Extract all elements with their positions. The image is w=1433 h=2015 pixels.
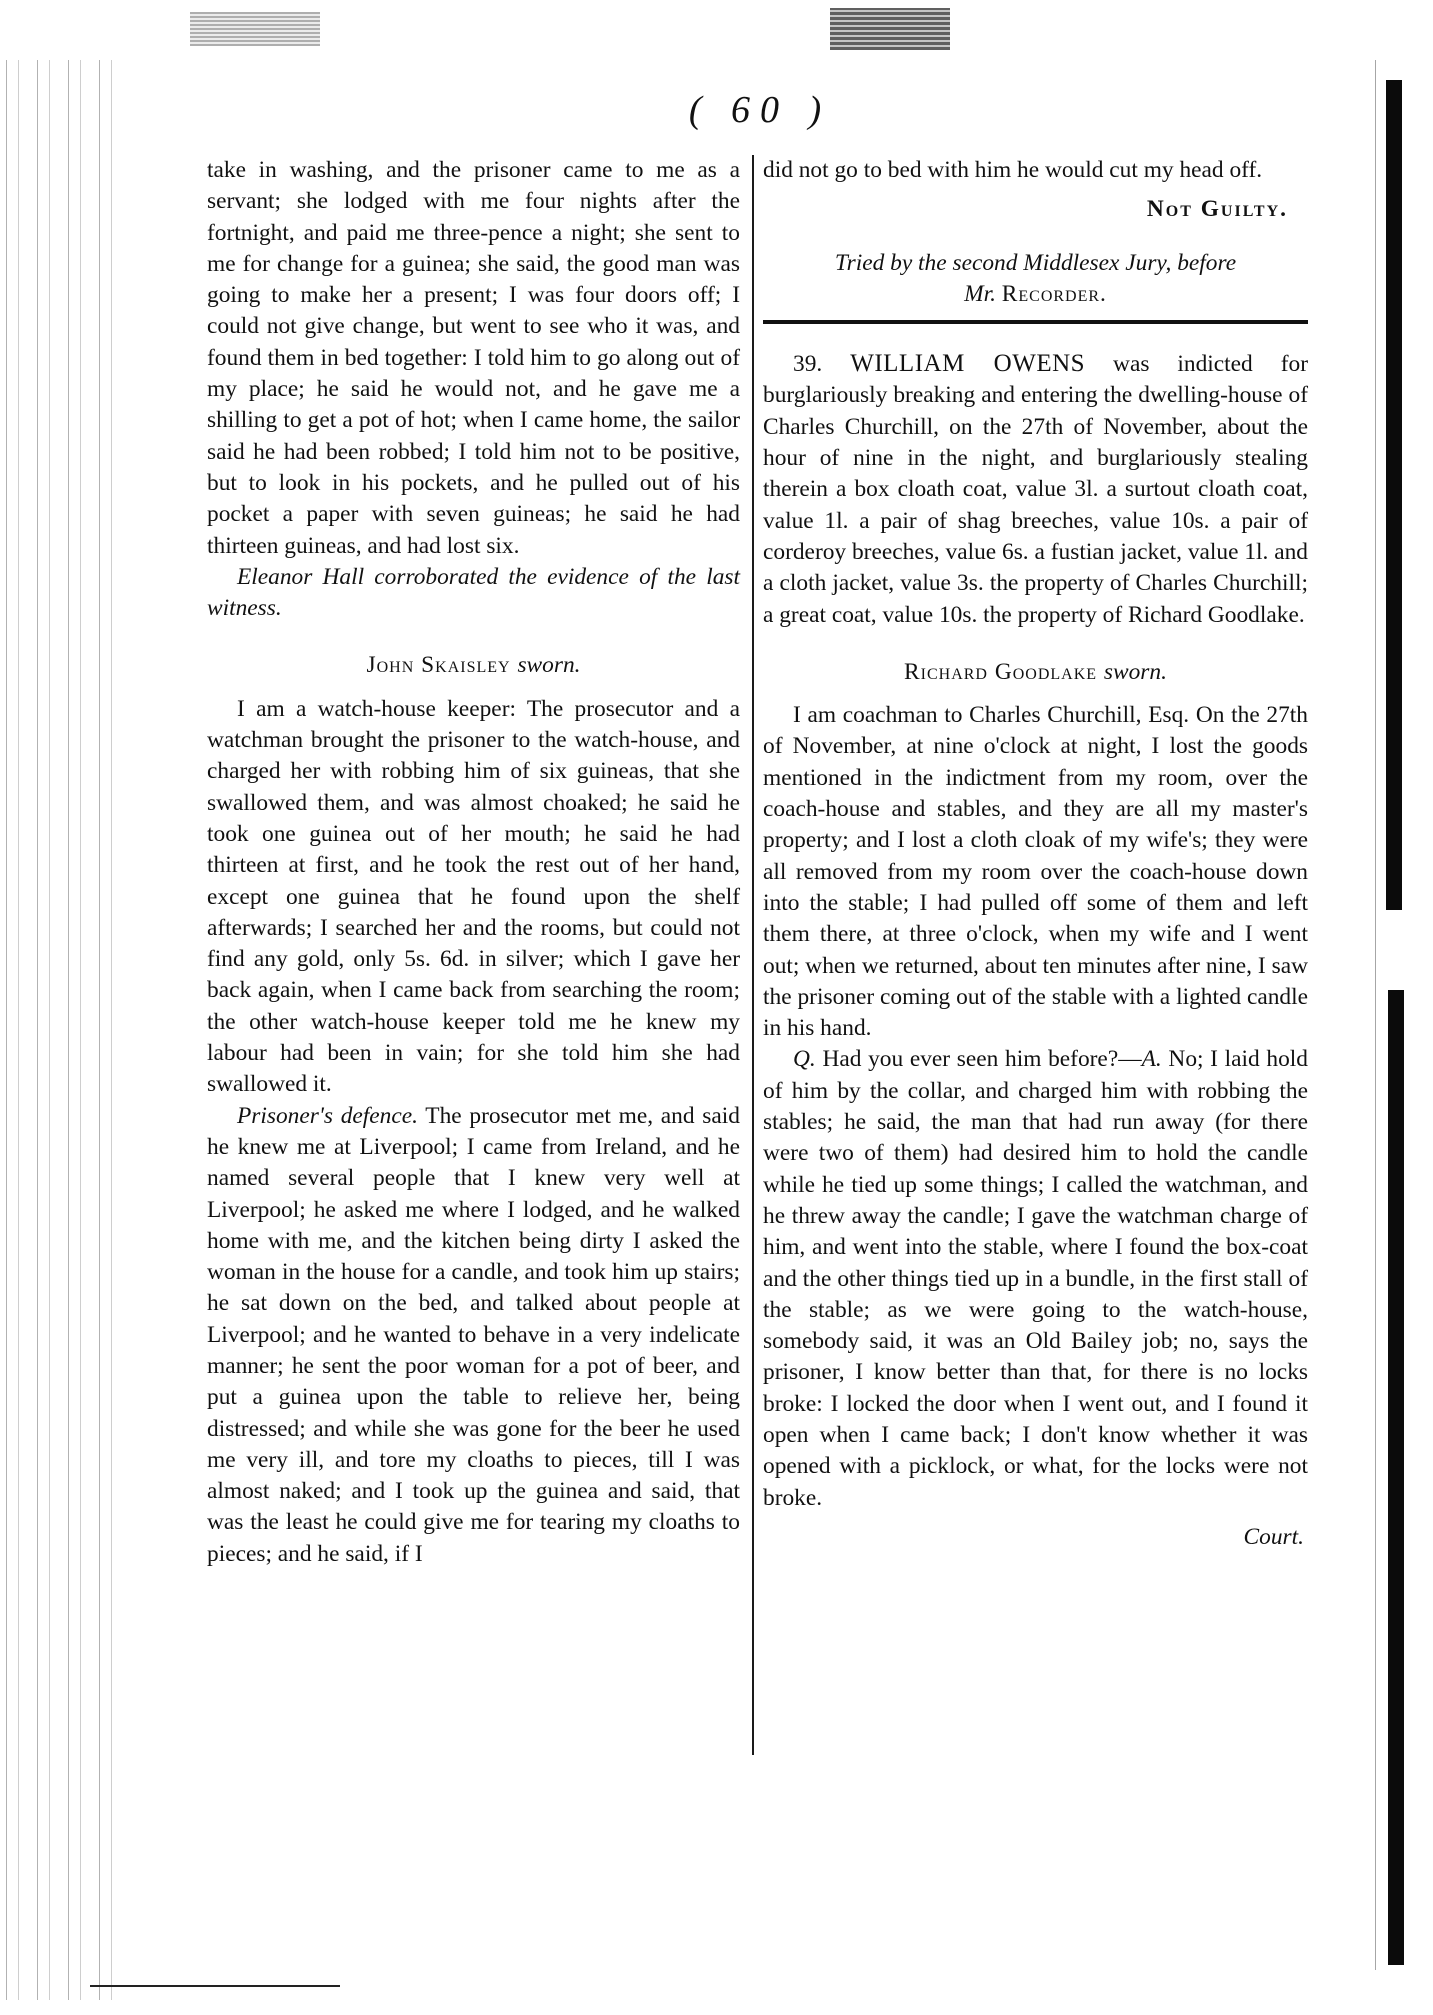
witness-heading [207, 650, 740, 681]
right-column [763, 155, 1308, 1553]
tried-by-line: Tried by the second Middlesex Jury, before [834, 249, 1237, 276]
right-dark-strip-bottom [1388, 990, 1404, 1965]
corroboration-note: Eleanor Hall corroborated the evidence of the last witness. [207, 563, 740, 622]
answer-text: No; I laid hold of him by the collar, and charged him with robbing the stables; he said, the man that had run away (for there were two of them) had desired him to hold the candle while he tied up some things; I called the watchman, and he threw away the candle; I gave the watchman charge of him, and went into the stable, where I found the box-coat and the other things tied up in a bundle, in the first stall of the stable; as we were going to the watch-house, somebody said, it was an Old Bailey job; no, says the prisoner, I know better than that, for there is no locks broke: I locked the door when I went out, and I found it open when I came back; I don't know whether it was opened with a picklock, or what, for the locks were not broke. [763, 1046, 1308, 1511]
binding-bottom-artifact [90, 1985, 340, 1987]
testimony-paragraph: I am coachman to Charles Churchill, Esq. On the 27th of November, at nine o'clock at night, I lost the goods mentioned in the indictment from my room, over the coach-house and stables, and they are all my master's property; and I lost a cloth cloak of my wife's; they were all removed from my room over the coach-house down into the stable; I had pulled off some of them and left them there, at three o'clock, when my wife and I went out; when we returned, about ten minutes after nine, I saw the prisoner coming out of the stable with a lighted candle in his hand. [763, 702, 1308, 1042]
binding-edge-artifact [0, 60, 130, 2000]
case-number: 39. [793, 351, 823, 378]
catchword: Court. [1243, 1523, 1304, 1550]
section-rule [763, 320, 1308, 324]
tried-mr: Mr. [964, 280, 996, 307]
witness-name: Richard Goodlake [904, 658, 1098, 685]
right-dark-strip-top [1386, 80, 1402, 910]
tried-recorder: Recorder. [1001, 280, 1107, 307]
sworn-label: sworn. [517, 652, 581, 679]
right-edge-line [1375, 60, 1376, 1970]
defence-paragraph [207, 1101, 740, 1570]
defence-text: The prosecutor met me, and said he knew me at Liverpool; I came from Ireland, and he named several people that I knew very well at Liverpool; he asked me where I lodged, and he walked home with me, and the kitchen being dirty I asked the woman in the house for a candle, and took him up stairs; he sat down on the bed, and talked about people at Liverpool; and he wanted to behave in a very indelicate manner; he sent the poor woman for a pot of beer, and put a guinea upon the table to relieve her, being distressed; and while she was gone for the beer he used me very ill, and tore my cloaths to pieces, till I was almost naked; and I took up the guinea and said, that was the least he could give me for tearing my cloaths to pieces; and he said, if I [207, 1102, 740, 1567]
question-label: Q. [793, 1046, 816, 1073]
witness-name: John Skaisley [366, 652, 511, 679]
page-number: ( 60 ) [688, 89, 832, 131]
answer-label: A. [1141, 1046, 1162, 1073]
case-paragraph [763, 348, 1308, 631]
top-left-stamp [190, 12, 320, 46]
defence-label: Prisoner's defence. [237, 1102, 418, 1129]
defendant-name: WILLIAM OWENS [850, 350, 1086, 378]
witness-heading [763, 657, 1308, 688]
verdict: Not Guilty. [1146, 196, 1288, 223]
testimony-paragraph: take in washing, and the prisoner came to me as a servant; she lodged with me four nights after the fortnight, and paid me three-pence a night; she sent to me for change for a guinea; she said, the good man was going to make her a present; I was four doors off; I could not give change, but went to see who it was, and found them in bed together: I told him to go along out of my place; he said he would not, and he gave me a shilling to get a pot of hot; when I came home, the sailor said he had been robbed; I told him not to be positive, but to look in his pockets, and he pulled out of his pocket a paper with seven guineas; he said he had thirteen guineas, and had lost six. [207, 157, 740, 559]
column-divider [752, 155, 754, 1755]
qa-paragraph [763, 1044, 1308, 1513]
tried-by-recorder [763, 279, 1308, 310]
sworn-label: sworn. [1103, 658, 1167, 685]
left-column [207, 155, 740, 1570]
continuation-text: did not go to bed with him he would cut my head off. [763, 157, 1263, 183]
indictment-text: was indicted for burglariously breaking and entering the dwelling-house of Charles Churchill, on the 27th of November, about the hour of nine in the night, and burglariously stealing therein a box cloath coat, value 3l. a surtout cloath coat, value 1l. a pair of shag breeches, value 10s. a pair of corderoy breeches, value 6s. a fustian jacket, value 1l. and a cloth jacket, value 3s. the property of Charles Churchill; a great coat, value 10s. the property of Richard Goodlake. [763, 351, 1308, 628]
top-center-stamp [830, 8, 950, 50]
testimony-paragraph: I am a watch-house keeper: The prosecutor and a watchman brought the prisoner to the watch-house, and charged her with robbing him of six guineas, that she swallowed them, and was almost choaked; he said he took one guinea out of her mouth; he said he had thirteen at first, and he took the rest out of her hand, except one guinea that he found upon the shelf afterwards; I searched her and the rooms, but could not find any gold, only 5s. 6d. in silver; which I gave her back again, when I came back from searching the room; the other watch-house keeper told me he knew my labour had been in vain; for she told him she had swallowed it. [207, 695, 740, 1098]
question-text: Had you ever seen him before?— [822, 1046, 1142, 1073]
